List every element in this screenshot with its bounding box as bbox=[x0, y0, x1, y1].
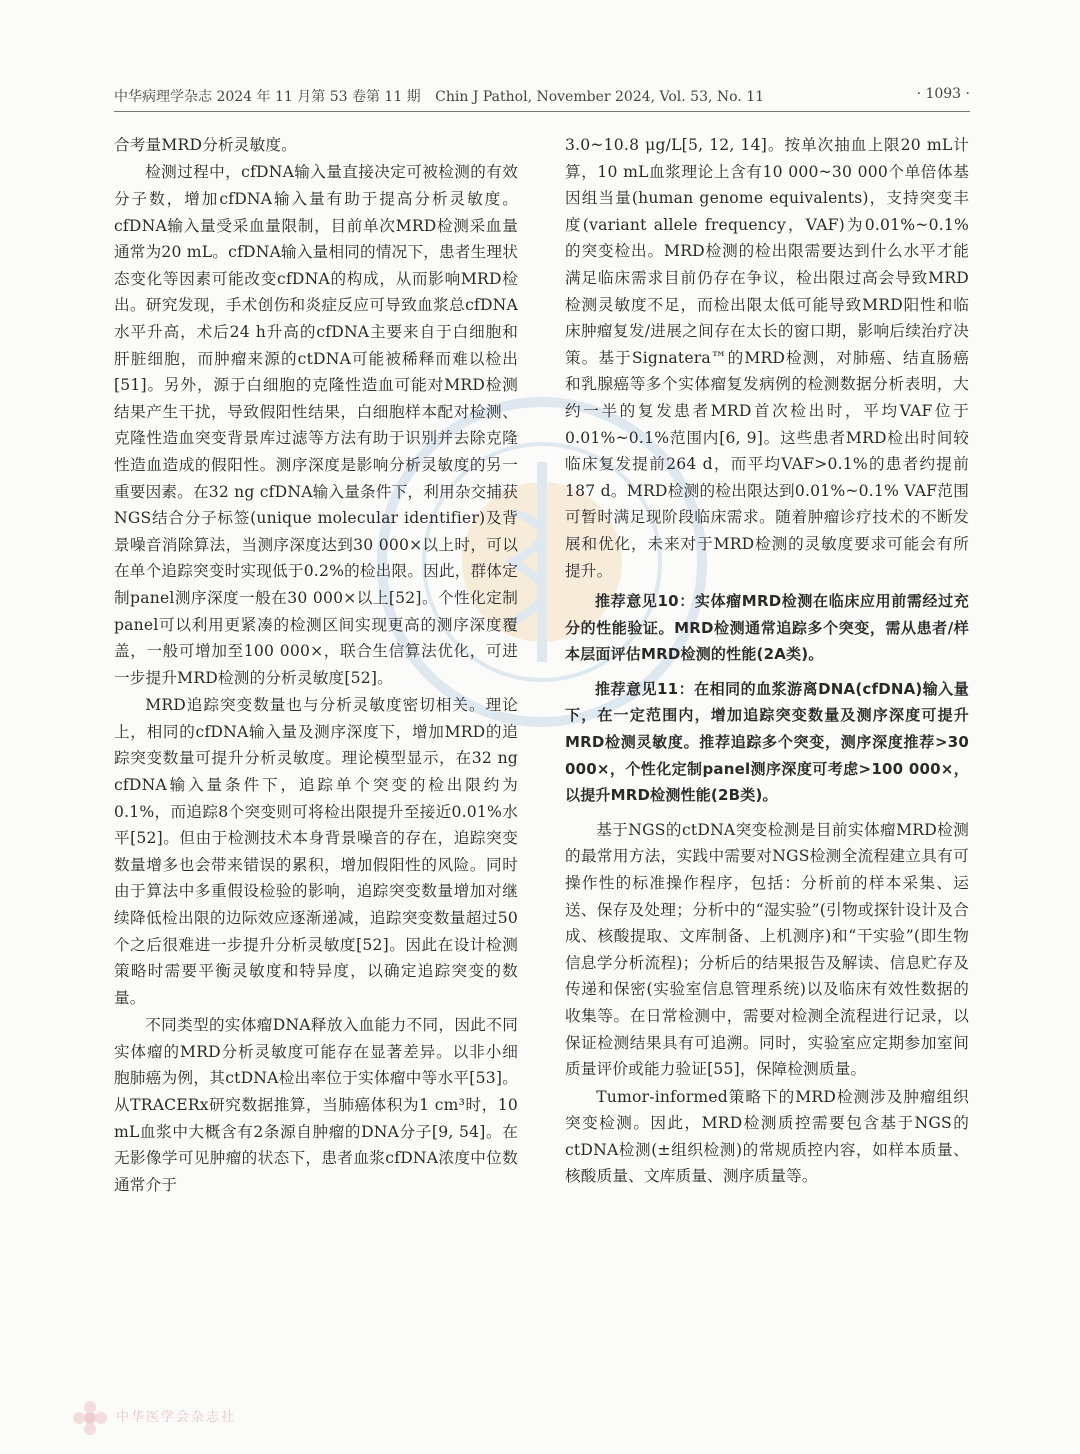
paragraph: 检测过程中，cfDNA输入量直接决定可被检测的有效分子数，增加cfDNA输入量有助于提高分析灵敏度。cfDNA输入量受采血量限制，目前单次MRD检测采血量通常为20 mL。cfDNA输入量相同的情况下，患者生理状态变化等因素可能改变cfDNA的构成，从而影响MRD检出。研究发现，手术创伤和炎症反应可导致血浆总cfDNA水平升高，术后24 h升高的cfDNA主要来自于白细胞和肝脏细胞，而肿瘤来源的ctDNA可能被稀释而难以检出[51]。另外，源于白细胞的克隆性造血可能对MRD检测结果产生干扰，导致假阳性结果，白细胞样本配对检测、克隆性造血突变背景库过滤等方法有助于识别并去除克隆性造血造成的假阳性。测序深度是影响分析灵敏度的另一重要因素。在32 ng cfDNA输入量条件下，利用杂交捕获NGS结合分子标签(unique molecular identifier)及背景噪音消除算法，当测序深度达到30 000×以上时，可以在单个追踪突变时实现低于0.2%的检出限。因此，群体定制panel测序深度一般在30 000×以上[52]。个性化定制panel可以利用更紧凑的检测区间实现更高的测序深度覆盖，一般可增加至100 000×，联合生信算法优化，可进一步提升MRD检测的分析灵敏度[52]。 bbox=[114, 163, 518, 687]
journal-cn: 中华病理学杂志 2024 年 11 月第 53 卷第 11 期 bbox=[114, 89, 421, 105]
paragraph: 基于NGS的ctDNA突变检测是目前实体瘤MRD检测的最常用方法，实践中需要对NGS检测全流程建立具有可操作性的标准操作程序，包括：分析前的样本采集、运送、保存及处理；分析中的“湿实验”(引物或探针设计及合成、核酸提取、文库制备、上机测序)和“干实验”(即生物信息学分析流程)；分析后的结果报告及解读、信息贮存及传递和保密(实验室信息管理系统)以及临床有效性数据的收集等。在日常检测中，需要对检测全流程进行记录，以保证检测结果具有可追溯。同时，实验室应定期参加室间质量评价或能力验证[55]，保障检测质量。 bbox=[565, 820, 969, 1079]
page-number: · 1093 · bbox=[916, 86, 970, 102]
flower-icon bbox=[72, 1400, 108, 1436]
recommendation-11: 推荐意见11：在相同的血浆游离DNA(cfDNA)输入量下，在一定范围内，增加追踪突变数量及测序深度可提升MRD检测灵敏度。推荐追踪多个突变，测序深度推荐>30 000×，个性化定制panel测序深度可考虑>100 000×，以提升MRD检测性能(2B类)。 bbox=[565, 679, 969, 805]
running-header bbox=[114, 86, 970, 106]
header-rule bbox=[114, 111, 970, 112]
paragraph: 合考量MRD分析灵敏度。 bbox=[114, 136, 297, 154]
left-column bbox=[114, 132, 518, 1199]
paragraph: 不同类型的实体瘤DNA释放入血能力不同，因此不同实体瘤的MRD分析灵敏度可能存在显著差异。以非小细胞肺癌为例，其ctDNA检出率位于实体瘤中等水平[53]。从TRACERx研究数据推算，当肺癌体积为1 cm³时，10 mL血浆中大概含有2条源自肿瘤的DNA分子[9, 54]。在无影像学可见肿瘤的状态下，患者血浆cfDNA浓度中位数通常介于 bbox=[114, 1016, 518, 1194]
paragraph: MRD追踪突变数量也与分析灵敏度密切相关。理论上，相同的cfDNA输入量及测序深度下，增加MRD的追踪突变数量可提升分析灵敏度。理论模型显示，在32 ng cfDNA输入量条件下，追踪单个突变的检出限约为0.1%，而追踪8个突变则可将检出限提升至接近0.01%水平[52]。但由于检测技术本身背景噪音的存在，追踪突变数量增多也会带来错误的累积，增加假阳性的风险。同时由于算法中多重假设检验的影响，追踪突变数量增加对继续降低检出限的边际效应逐渐递减，追踪突变数量超过50个之后很难进一步提升分析灵敏度[52]。因此在设计检测策略时需要平衡灵敏度和特异度，以确定追踪突变的数量。 bbox=[114, 696, 518, 1007]
paragraph: Tumor-informed策略下的MRD检测涉及肿瘤组织突变检测。因此，MRD检测质控需要包含基于NGS的ctDNA检测(±组织检测)的常规质控内容，如样本质量、核酸质量、文库质量、测序质量等。 bbox=[565, 1087, 969, 1186]
recommendation-10: 推荐意见10：实体瘤MRD检测在临床应用前需经过充分的性能验证。MRD检测通常追踪多个突变，需从患者/样本层面评估MRD检测的性能(2A类)。 bbox=[565, 592, 969, 664]
publisher-name: 中华医学会杂志社 bbox=[116, 1410, 237, 1425]
right-column bbox=[565, 132, 969, 1191]
journal-en: Chin J Pathol, November 2024, Vol. 53, No. 11 bbox=[435, 89, 765, 105]
paragraph: 3.0~10.8 μg/L[5, 12, 14]。按单次抽血上限20 mL计算，10 mL血浆理论上含有10 000~30 000个单倍体基因组当量(human genome equivalents)，支持突变丰度(variant allele frequency，VAF)为0.01%~0.1%的突变检出。MRD检测的检出限需要达到什么水平才能满足临床需求目前仍存在争议，检出限过高会导致MRD检测灵敏度不足，而检出限太低可能导致MRD阳性和临床肿瘤复发/进展之间存在太长的窗口期，影响后续治疗决策。基于Signatera™的MRD检测，对肺癌、结直肠癌和乳腺癌等多个实体瘤复发病例的检测数据分析表明，大约一半的复发患者MRD首次检出时，平均VAF位于0.01%~0.1%范围内[6, 9]。这些患者MRD检出时间较临床复发提前264 d，而平均VAF>0.1%的患者约提前187 d。MRD检测的检出限达到0.01%~0.1% VAF范围可暂时满足现阶段临床需求。随着肿瘤诊疗技术的不断发展和优化，未来对于MRD检测的灵敏度要求可能会有所提升。 bbox=[565, 136, 969, 580]
publisher-logo-watermark bbox=[72, 1400, 402, 1440]
